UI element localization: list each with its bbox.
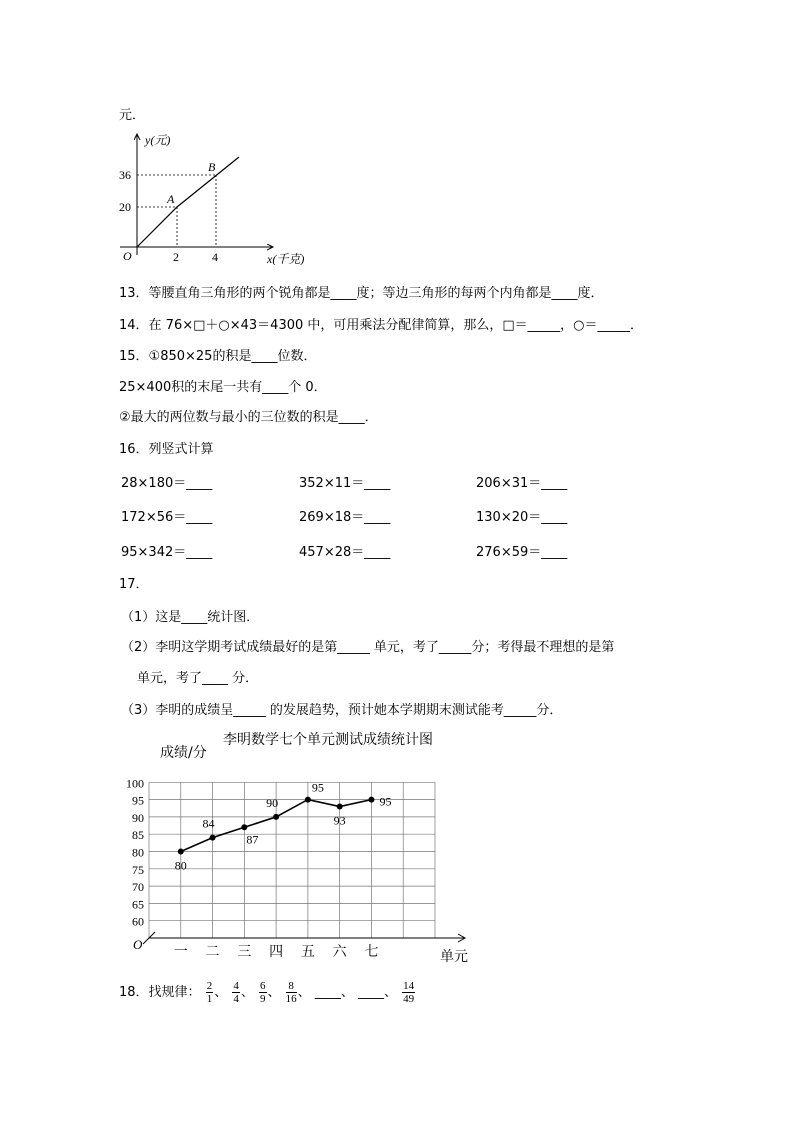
x-category-label: 七 bbox=[364, 944, 379, 960]
x-category-label: 六 bbox=[332, 944, 347, 960]
data-label: 84 bbox=[202, 816, 215, 831]
answer-blank: ____ bbox=[314, 985, 341, 1000]
y-axis-label: y(元) bbox=[145, 133, 171, 147]
data-point bbox=[210, 835, 216, 841]
data-point bbox=[241, 824, 247, 830]
y-tick-label: 70 bbox=[132, 880, 144, 895]
fraction-denominator: 1 bbox=[206, 993, 213, 1005]
question-15-part-1: 15．①850×25的积是____位数． bbox=[119, 349, 317, 364]
data-label: 95 bbox=[311, 780, 324, 795]
separator: 、 bbox=[340, 985, 354, 1000]
calc-item: 172×56＝____ bbox=[121, 510, 213, 525]
fraction bbox=[206, 980, 214, 1005]
calc-item: 269×18＝____ bbox=[299, 510, 391, 525]
fraction-denominator: 16 bbox=[285, 993, 297, 1005]
price-weight-graph bbox=[115, 130, 335, 265]
y-tick-label: 90 bbox=[132, 810, 144, 825]
x-tick-4: 4 bbox=[212, 250, 218, 264]
y-tick-label: 95 bbox=[132, 793, 144, 808]
calc-item: 206×31＝____ bbox=[476, 476, 568, 491]
question-16-title: 16．列竖式计算 bbox=[119, 442, 214, 457]
fraction-numerator: 8 bbox=[286, 980, 297, 993]
question-14: 14．在 76×□＋○×43＝4300 中，可用乘法分配律简算，那么，□＝_____，○＝_____． bbox=[119, 318, 644, 333]
question-17-part-1: （1）这是____统计图． bbox=[121, 610, 260, 625]
fraction-numerator: 4 bbox=[233, 980, 239, 992]
y-tick-label: 80 bbox=[132, 845, 144, 860]
fraction-numerator: 14 bbox=[403, 980, 415, 992]
x-tick-2: 2 bbox=[173, 250, 179, 264]
separator: 、 bbox=[214, 985, 228, 1000]
y-tick-label: 100 bbox=[126, 776, 144, 791]
question-17-title: 17． bbox=[119, 577, 149, 592]
data-label: 95 bbox=[379, 794, 392, 809]
data-label: 87 bbox=[246, 832, 259, 847]
question-17-part-3: （3）李明的成绩呈_____ 的发展趋势，预计她本学期期末测试能考_____分． bbox=[121, 703, 563, 718]
calc-item: 457×28＝____ bbox=[299, 545, 391, 560]
separator: 、 bbox=[383, 985, 397, 1000]
calc-item: 95×342＝____ bbox=[121, 545, 213, 560]
y-tick-label: 85 bbox=[132, 828, 144, 843]
y-tick-20: 20 bbox=[119, 200, 131, 214]
x-category-label: 五 bbox=[300, 944, 315, 960]
question-15-part-2: ②最大的两位数与最小的三位数的积是____． bbox=[119, 410, 378, 425]
calc-item: 276×59＝____ bbox=[476, 545, 568, 560]
fraction bbox=[286, 980, 297, 1005]
question-15-line-2: 25×400积的末尾一共有____个 0． bbox=[119, 380, 327, 395]
question-18 bbox=[119, 980, 416, 1006]
x-axis-label: x(千克) bbox=[267, 252, 305, 265]
y-tick-label: 75 bbox=[132, 862, 144, 877]
point-a-label: A bbox=[167, 192, 175, 206]
data-point bbox=[178, 849, 184, 855]
fraction bbox=[402, 980, 415, 1005]
fraction-denominator: 4 bbox=[233, 993, 239, 1005]
question-17-part-2: （2）李明这学期考试成绩最好的是第_____ 单元，考了_____分；考得最不理想的是第 bbox=[121, 640, 615, 655]
score-line-chart bbox=[115, 725, 475, 965]
fraction-numerator: 2 bbox=[206, 980, 213, 992]
chart-origin: O bbox=[133, 937, 143, 952]
calc-item: 28×180＝____ bbox=[121, 476, 213, 491]
point-b-label: B bbox=[208, 160, 216, 174]
data-point bbox=[273, 814, 279, 820]
calc-item: 352×11＝____ bbox=[299, 476, 391, 491]
x-category-label: 一 bbox=[173, 944, 188, 960]
fraction-denominator: 49 bbox=[403, 993, 415, 1005]
fraction-numerator: 6 bbox=[260, 980, 266, 992]
separator: 、 bbox=[297, 985, 311, 1000]
data-point bbox=[368, 797, 374, 803]
x-category-label: 三 bbox=[237, 944, 252, 960]
chart-y-label: 成绩/分 bbox=[160, 745, 207, 761]
fraction bbox=[232, 980, 240, 1005]
data-point bbox=[305, 797, 311, 803]
question-18-prefix: 18．找规律： bbox=[119, 985, 201, 1000]
price-line bbox=[137, 157, 239, 247]
question-17-part-2-cont: 单元，考了____ 分． bbox=[137, 671, 259, 686]
top-text: 元． bbox=[119, 108, 146, 123]
y-tick-label: 60 bbox=[132, 914, 144, 929]
question-13: 13．等腰直角三角形的两个锐角都是____度；等边三角形的每两个内角都是____度． bbox=[119, 286, 604, 301]
data-label: 90 bbox=[266, 795, 279, 810]
x-category-label: 四 bbox=[269, 944, 284, 960]
answer-blank: ____ bbox=[357, 985, 384, 1000]
fraction bbox=[259, 980, 267, 1005]
chart-title: 李明数学七个单元测试成绩统计图 bbox=[223, 732, 433, 748]
separator: 、 bbox=[267, 985, 281, 1000]
data-label: 80 bbox=[174, 858, 187, 873]
separator: 、 bbox=[240, 985, 254, 1000]
origin-label: O bbox=[123, 249, 132, 263]
y-tick-36: 36 bbox=[119, 168, 131, 182]
data-label: 93 bbox=[333, 813, 346, 828]
fraction-denominator: 9 bbox=[260, 993, 266, 1005]
y-tick-label: 65 bbox=[132, 897, 144, 912]
data-point bbox=[337, 804, 343, 810]
x-category-label: 二 bbox=[205, 944, 220, 960]
calc-item: 130×20＝____ bbox=[476, 510, 568, 525]
chart-x-label: 单元 bbox=[440, 949, 468, 965]
